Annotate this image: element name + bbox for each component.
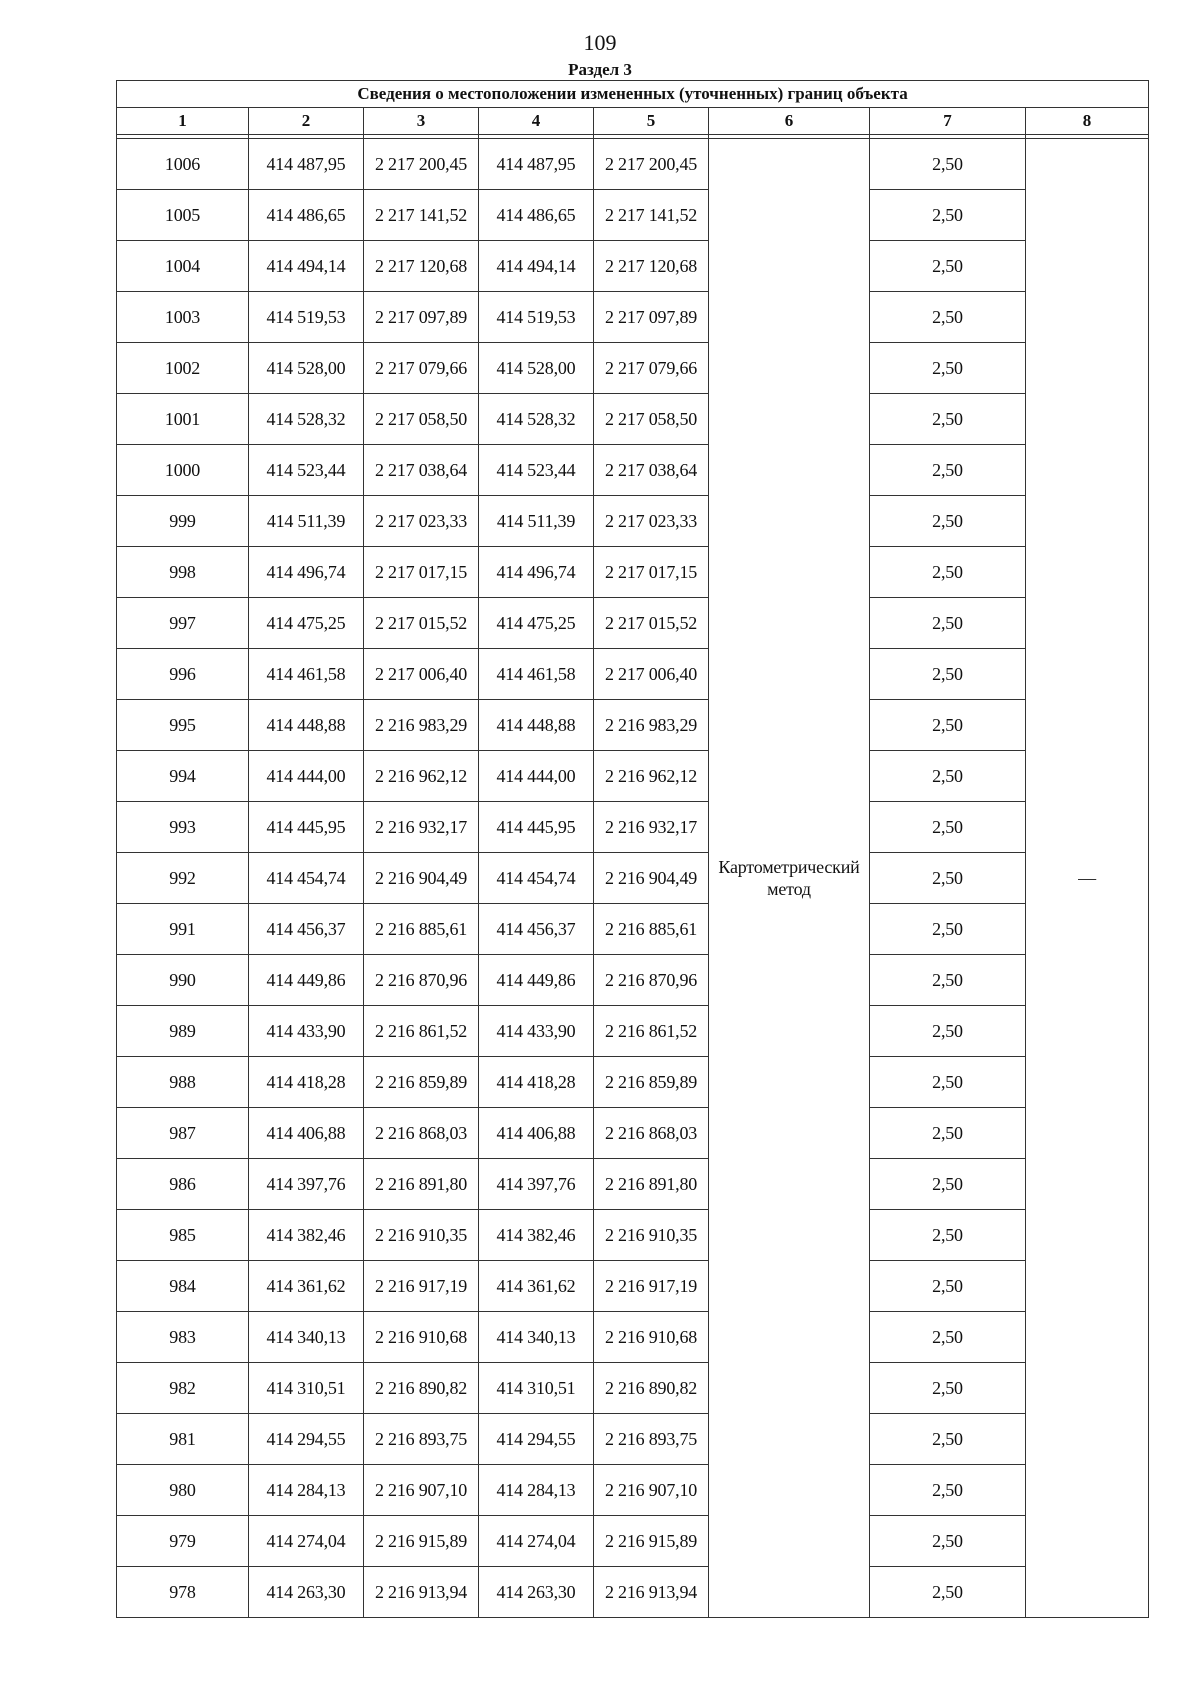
method-cell: Картометрический метод [709,139,870,1618]
accuracy-cell: 2,50 [870,1312,1026,1363]
x-coordinate-old-cell: 414 511,39 [249,496,364,547]
table-row [117,1057,1149,1108]
table-row [117,802,1149,853]
table-row [117,1516,1149,1567]
x-coordinate-new-cell: 414 449,86 [479,955,594,1006]
x-coordinate-new-cell: 414 448,88 [479,700,594,751]
x-coordinate-old-cell: 414 496,74 [249,547,364,598]
x-coordinate-old-cell: 414 444,00 [249,751,364,802]
point-number-cell: 986 [117,1159,249,1210]
table-row [117,190,1149,241]
table-caption: Сведения о местоположении измененных (уточненных) границ объекта [117,81,1149,108]
y-coordinate-new-cell: 2 217 079,66 [594,343,709,394]
x-coordinate-new-cell: 414 519,53 [479,292,594,343]
column-header: 6 [709,108,870,135]
x-coordinate-old-cell: 414 433,90 [249,1006,364,1057]
y-coordinate-old-cell: 2 216 962,12 [364,751,479,802]
y-coordinate-new-cell: 2 216 885,61 [594,904,709,955]
x-coordinate-old-cell: 414 448,88 [249,700,364,751]
x-coordinate-new-cell: 414 486,65 [479,190,594,241]
y-coordinate-old-cell: 2 217 097,89 [364,292,479,343]
table-row [117,955,1149,1006]
y-coordinate-new-cell: 2 216 910,35 [594,1210,709,1261]
point-number-cell: 979 [117,1516,249,1567]
y-coordinate-new-cell: 2 216 932,17 [594,802,709,853]
y-coordinate-old-cell: 2 216 983,29 [364,700,479,751]
accuracy-cell: 2,50 [870,292,1026,343]
column-header: 8 [1026,108,1149,135]
y-coordinate-new-cell: 2 216 915,89 [594,1516,709,1567]
x-coordinate-old-cell: 414 382,46 [249,1210,364,1261]
x-coordinate-old-cell: 414 418,28 [249,1057,364,1108]
y-coordinate-old-cell: 2 216 885,61 [364,904,479,955]
accuracy-cell: 2,50 [870,1006,1026,1057]
point-number-cell: 1004 [117,241,249,292]
column-header: 2 [249,108,364,135]
table-row [117,496,1149,547]
accuracy-cell: 2,50 [870,496,1026,547]
y-coordinate-new-cell: 2 216 913,94 [594,1567,709,1618]
y-coordinate-new-cell: 2 216 890,82 [594,1363,709,1414]
x-coordinate-old-cell: 414 274,04 [249,1516,364,1567]
column-header: 7 [870,108,1026,135]
table-row [117,649,1149,700]
point-number-cell: 990 [117,955,249,1006]
point-number-cell: 978 [117,1567,249,1618]
point-number-cell: 995 [117,700,249,751]
column-header: 3 [364,108,479,135]
y-coordinate-old-cell: 2 217 006,40 [364,649,479,700]
accuracy-cell: 2,50 [870,1261,1026,1312]
y-coordinate-new-cell: 2 217 141,52 [594,190,709,241]
y-coordinate-old-cell: 2 217 200,45 [364,139,479,190]
point-number-cell: 1006 [117,139,249,190]
x-coordinate-new-cell: 414 496,74 [479,547,594,598]
x-coordinate-old-cell: 414 528,00 [249,343,364,394]
x-coordinate-old-cell: 414 445,95 [249,802,364,853]
x-coordinate-old-cell: 414 340,13 [249,1312,364,1363]
y-coordinate-new-cell: 2 217 120,68 [594,241,709,292]
y-coordinate-old-cell: 2 217 079,66 [364,343,479,394]
table-row [117,1363,1149,1414]
accuracy-cell: 2,50 [870,1465,1026,1516]
x-coordinate-old-cell: 414 263,30 [249,1567,364,1618]
point-number-cell: 987 [117,1108,249,1159]
y-coordinate-old-cell: 2 216 915,89 [364,1516,479,1567]
accuracy-cell: 2,50 [870,1516,1026,1567]
x-coordinate-new-cell: 414 263,30 [479,1567,594,1618]
y-coordinate-new-cell: 2 217 023,33 [594,496,709,547]
table-row [117,1210,1149,1261]
table-row [117,598,1149,649]
x-coordinate-new-cell: 414 456,37 [479,904,594,955]
accuracy-cell: 2,50 [870,904,1026,955]
accuracy-cell: 2,50 [870,649,1026,700]
x-coordinate-new-cell: 414 382,46 [479,1210,594,1261]
y-coordinate-old-cell: 2 217 015,52 [364,598,479,649]
y-coordinate-old-cell: 2 217 023,33 [364,496,479,547]
point-number-cell: 1003 [117,292,249,343]
table-row [117,241,1149,292]
table-row [117,1414,1149,1465]
point-number-cell: 981 [117,1414,249,1465]
accuracy-cell: 2,50 [870,598,1026,649]
table-row [117,547,1149,598]
point-number-cell: 1000 [117,445,249,496]
x-coordinate-new-cell: 414 406,88 [479,1108,594,1159]
x-coordinate-old-cell: 414 523,44 [249,445,364,496]
x-coordinate-new-cell: 414 487,95 [479,139,594,190]
y-coordinate-old-cell: 2 216 890,82 [364,1363,479,1414]
y-coordinate-old-cell: 2 217 058,50 [364,394,479,445]
x-coordinate-old-cell: 414 361,62 [249,1261,364,1312]
table-row [117,1465,1149,1516]
accuracy-cell: 2,50 [870,955,1026,1006]
table-row [117,700,1149,751]
y-coordinate-old-cell: 2 216 917,19 [364,1261,479,1312]
table-row [117,1159,1149,1210]
y-coordinate-new-cell: 2 216 859,89 [594,1057,709,1108]
x-coordinate-old-cell: 414 310,51 [249,1363,364,1414]
x-coordinate-old-cell: 414 284,13 [249,1465,364,1516]
point-number-cell: 985 [117,1210,249,1261]
x-coordinate-old-cell: 414 519,53 [249,292,364,343]
y-coordinate-new-cell: 2 216 910,68 [594,1312,709,1363]
y-coordinate-new-cell: 2 216 907,10 [594,1465,709,1516]
y-coordinate-old-cell: 2 216 913,94 [364,1567,479,1618]
point-number-cell: 994 [117,751,249,802]
point-number-cell: 1002 [117,343,249,394]
y-coordinate-old-cell: 2 216 907,10 [364,1465,479,1516]
x-coordinate-old-cell: 414 475,25 [249,598,364,649]
table-row [117,343,1149,394]
y-coordinate-old-cell: 2 216 861,52 [364,1006,479,1057]
accuracy-cell: 2,50 [870,853,1026,904]
y-coordinate-old-cell: 2 216 893,75 [364,1414,479,1465]
page-number: 109 [583,30,617,55]
y-coordinate-old-cell: 2 216 859,89 [364,1057,479,1108]
x-coordinate-new-cell: 414 454,74 [479,853,594,904]
accuracy-cell: 2,50 [870,1567,1026,1618]
y-coordinate-new-cell: 2 216 893,75 [594,1414,709,1465]
x-coordinate-new-cell: 414 361,62 [479,1261,594,1312]
accuracy-cell: 2,50 [870,139,1026,190]
accuracy-cell: 2,50 [870,1057,1026,1108]
point-number-cell: 982 [117,1363,249,1414]
point-number-cell: 996 [117,649,249,700]
x-coordinate-old-cell: 414 494,14 [249,241,364,292]
accuracy-cell: 2,50 [870,547,1026,598]
accuracy-cell: 2,50 [870,751,1026,802]
point-number-cell: 984 [117,1261,249,1312]
x-coordinate-old-cell: 414 397,76 [249,1159,364,1210]
y-coordinate-old-cell: 2 216 910,35 [364,1210,479,1261]
y-coordinate-new-cell: 2 216 861,52 [594,1006,709,1057]
table-row [117,292,1149,343]
table-row [117,904,1149,955]
point-number-cell: 998 [117,547,249,598]
x-coordinate-new-cell: 414 475,25 [479,598,594,649]
y-coordinate-new-cell: 2 217 200,45 [594,139,709,190]
column-header: 5 [594,108,709,135]
accuracy-cell: 2,50 [870,1414,1026,1465]
table-row [117,853,1149,904]
point-number-cell: 991 [117,904,249,955]
accuracy-cell: 2,50 [870,190,1026,241]
x-coordinate-new-cell: 414 284,13 [479,1465,594,1516]
accuracy-cell: 2,50 [870,1363,1026,1414]
table-row [117,1108,1149,1159]
x-coordinate-old-cell: 414 406,88 [249,1108,364,1159]
x-coordinate-new-cell: 414 444,00 [479,751,594,802]
table-row [117,445,1149,496]
x-coordinate-new-cell: 414 523,44 [479,445,594,496]
accuracy-cell: 2,50 [870,394,1026,445]
x-coordinate-new-cell: 414 310,51 [479,1363,594,1414]
x-coordinate-old-cell: 414 487,95 [249,139,364,190]
y-coordinate-new-cell: 2 216 870,96 [594,955,709,1006]
table-row [117,1567,1149,1618]
accuracy-cell: 2,50 [870,1210,1026,1261]
x-coordinate-new-cell: 414 340,13 [479,1312,594,1363]
y-coordinate-new-cell: 2 217 017,15 [594,547,709,598]
y-coordinate-old-cell: 2 216 932,17 [364,802,479,853]
table-header-row [117,108,1149,135]
y-coordinate-old-cell: 2 217 038,64 [364,445,479,496]
y-coordinate-new-cell: 2 216 891,80 [594,1159,709,1210]
y-coordinate-new-cell: 2 217 058,50 [594,394,709,445]
x-coordinate-new-cell: 414 274,04 [479,1516,594,1567]
y-coordinate-new-cell: 2 216 917,19 [594,1261,709,1312]
y-coordinate-new-cell: 2 217 038,64 [594,445,709,496]
column8-cell: — [1026,139,1149,1618]
y-coordinate-new-cell: 2 216 962,12 [594,751,709,802]
x-coordinate-old-cell: 414 456,37 [249,904,364,955]
x-coordinate-new-cell: 414 433,90 [479,1006,594,1057]
y-coordinate-new-cell: 2 216 904,49 [594,853,709,904]
point-number-cell: 999 [117,496,249,547]
accuracy-cell: 2,50 [870,1159,1026,1210]
accuracy-cell: 2,50 [870,802,1026,853]
point-number-cell: 993 [117,802,249,853]
y-coordinate-new-cell: 2 216 983,29 [594,700,709,751]
point-number-cell: 989 [117,1006,249,1057]
y-coordinate-old-cell: 2 216 910,68 [364,1312,479,1363]
x-coordinate-new-cell: 414 528,00 [479,343,594,394]
table-row [117,1312,1149,1363]
accuracy-cell: 2,50 [870,1108,1026,1159]
y-coordinate-new-cell: 2 217 097,89 [594,292,709,343]
table-body [117,139,1149,1618]
x-coordinate-old-cell: 414 461,58 [249,649,364,700]
section-title: Раздел 3 [568,60,632,79]
table-row [117,1006,1149,1057]
point-number-cell: 1005 [117,190,249,241]
x-coordinate-new-cell: 414 528,32 [479,394,594,445]
column-header: 4 [479,108,594,135]
accuracy-cell: 2,50 [870,445,1026,496]
point-number-cell: 980 [117,1465,249,1516]
x-coordinate-new-cell: 414 418,28 [479,1057,594,1108]
x-coordinate-new-cell: 414 494,14 [479,241,594,292]
point-number-cell: 1001 [117,394,249,445]
y-coordinate-new-cell: 2 217 006,40 [594,649,709,700]
accuracy-cell: 2,50 [870,700,1026,751]
y-coordinate-old-cell: 2 216 891,80 [364,1159,479,1210]
point-number-cell: 992 [117,853,249,904]
boundary-coordinates-table [116,80,1149,1618]
x-coordinate-old-cell: 414 486,65 [249,190,364,241]
x-coordinate-new-cell: 414 294,55 [479,1414,594,1465]
point-number-cell: 997 [117,598,249,649]
y-coordinate-old-cell: 2 216 904,49 [364,853,479,904]
y-coordinate-new-cell: 2 216 868,03 [594,1108,709,1159]
x-coordinate-old-cell: 414 454,74 [249,853,364,904]
y-coordinate-old-cell: 2 217 120,68 [364,241,479,292]
point-number-cell: 988 [117,1057,249,1108]
accuracy-cell: 2,50 [870,241,1026,292]
x-coordinate-new-cell: 414 511,39 [479,496,594,547]
x-coordinate-new-cell: 414 461,58 [479,649,594,700]
column-header: 1 [117,108,249,135]
table-row [117,751,1149,802]
y-coordinate-old-cell: 2 216 868,03 [364,1108,479,1159]
x-coordinate-old-cell: 414 449,86 [249,955,364,1006]
y-coordinate-new-cell: 2 217 015,52 [594,598,709,649]
x-coordinate-new-cell: 414 445,95 [479,802,594,853]
x-coordinate-old-cell: 414 528,32 [249,394,364,445]
y-coordinate-old-cell: 2 216 870,96 [364,955,479,1006]
y-coordinate-old-cell: 2 217 017,15 [364,547,479,598]
x-coordinate-old-cell: 414 294,55 [249,1414,364,1465]
table-row [117,1261,1149,1312]
x-coordinate-new-cell: 414 397,76 [479,1159,594,1210]
accuracy-cell: 2,50 [870,343,1026,394]
table-row [117,139,1149,190]
table-row [117,394,1149,445]
point-number-cell: 983 [117,1312,249,1363]
y-coordinate-old-cell: 2 217 141,52 [364,190,479,241]
